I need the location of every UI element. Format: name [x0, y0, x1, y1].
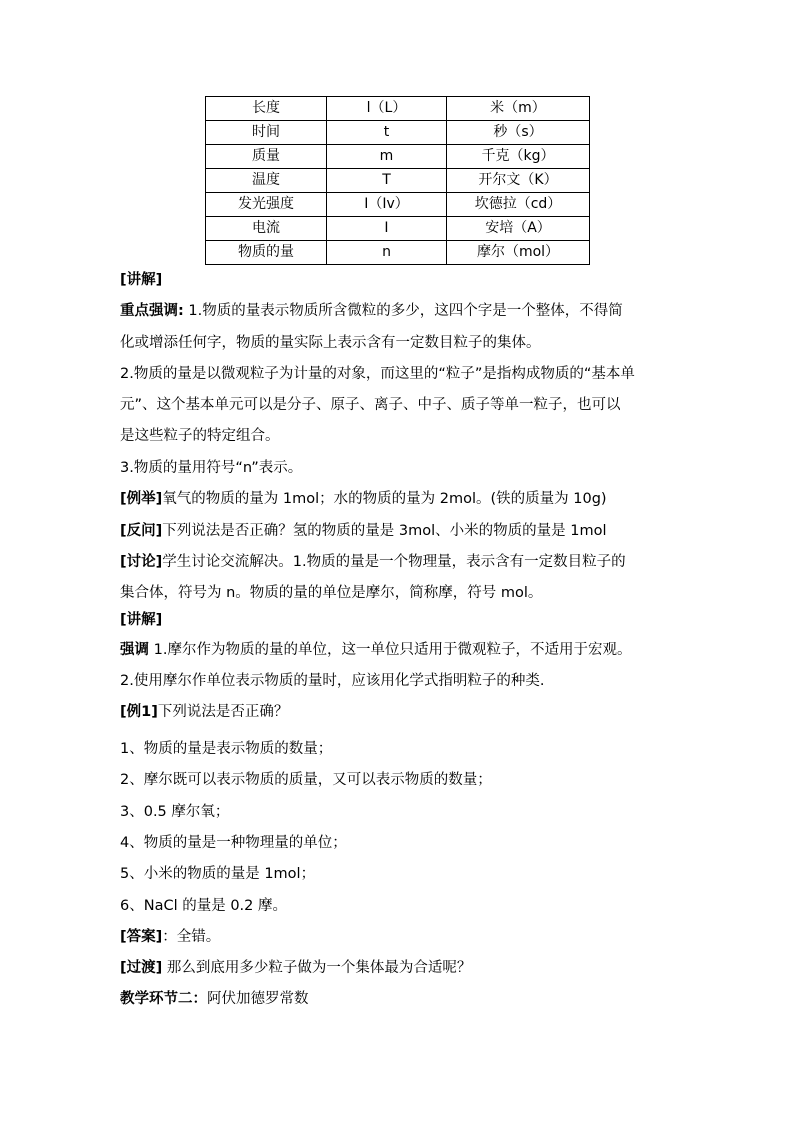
ex1-text: 下列说法是否正确？ — [157, 704, 289, 720]
paragraph-line — [120, 927, 220, 947]
table-cell: 坎德拉（cd） — [447, 193, 590, 217]
table-cell: 质量 — [206, 145, 327, 169]
paragraph-line — [120, 552, 626, 572]
paragraph-line: 3.物质的量用符号“n”表示。 — [120, 460, 303, 476]
paragraph-line: 是这些粒子的特定组合。 — [120, 428, 280, 444]
table-cell: 秒（s） — [447, 121, 590, 145]
list-item: 2、摩尔既可以表示物质的质量，又可以表示物质的数量； — [120, 772, 492, 788]
table-row — [206, 217, 590, 241]
section-heading — [120, 989, 309, 1009]
example-text: 氧气的物质的量为 1mol；水的物质的量为 2mol。(铁的质量为 10g) — [162, 491, 607, 507]
list-item: 6、NaCl 的量是 0.2 摩。 — [120, 898, 287, 914]
table-cell: t — [327, 121, 447, 145]
list-item: 4、物质的量是一种物理量的单位； — [120, 835, 347, 851]
discussion-text: 学生讨论交流解决。1.物质的量是一个物理量，表示含有一定数目粒子的 — [162, 554, 626, 570]
table-row — [206, 145, 590, 169]
paragraph-line — [120, 489, 607, 509]
table-cell: I — [327, 217, 447, 241]
paragraph-line: 元”、这个基本单元可以是分子、原子、离子、中子、质子等单一粒子，也可以 — [120, 397, 621, 413]
table-cell: l（L） — [327, 97, 447, 121]
discussion-label: [讨论] — [120, 554, 163, 570]
question-label: [反问] — [120, 523, 163, 539]
table-cell: 电流 — [206, 217, 327, 241]
table-row — [206, 97, 590, 121]
paragraph-line — [120, 702, 288, 722]
paragraph-line — [120, 640, 631, 660]
table-cell: 物质的量 — [206, 241, 327, 265]
paragraph-line — [120, 301, 623, 321]
table-cell: 时间 — [206, 121, 327, 145]
paragraph-line: 2.物质的量是以微观粒子为计量的对象，而这里的“粒子”是指构成物质的“基本单 — [120, 366, 635, 382]
table-row — [206, 169, 590, 193]
paragraph-line: 化或增添任何字，物质的量实际上表示含有一定数目粒子的集体。 — [120, 335, 541, 351]
emphasis-label: 重点强调: — [120, 303, 184, 319]
table-cell: 安培（A） — [447, 217, 590, 241]
table-row — [206, 241, 590, 265]
list-item: 3、0.5 摩尔氧； — [120, 804, 230, 820]
table-cell: n — [327, 241, 447, 265]
paragraph-line — [120, 958, 471, 978]
table-cell: 摩尔（mol） — [447, 241, 590, 265]
list-item: 1、物质的量是表示物质的数量； — [120, 741, 333, 757]
table-cell: T — [327, 169, 447, 193]
units-table — [205, 96, 590, 265]
section-text: 阿伏加德罗常数 — [207, 991, 309, 1007]
table-row — [206, 121, 590, 145]
transition-label: [过渡] — [120, 960, 163, 976]
example-label: [例举] — [120, 491, 163, 507]
question-text: 下列说法是否正确？氢的物质的量是 3mol、小米的物质的量是 1mol — [162, 523, 607, 539]
table-cell: 温度 — [206, 169, 327, 193]
table-cell: 开尔文（K） — [447, 169, 590, 193]
section-label-jiangjie: [讲解] — [120, 272, 163, 288]
section-label-jiangjie: [讲解] — [120, 612, 163, 628]
table-cell: m — [327, 145, 447, 169]
table-cell: 长度 — [206, 97, 327, 121]
paragraph-line: 集合体，符号为 n。物质的量的单位是摩尔，简称摩，符号 mol。 — [120, 585, 543, 601]
stress-text: 1.摩尔作为物质的量的单位，这一单位只适用于微观粒子，不适用于宏观。 — [149, 642, 632, 658]
paragraph-line: 2.使用摩尔作单位表示物质的量时，应该用化学式指明粒子的种类. — [120, 673, 545, 689]
list-item: 5、小米的物质的量是 1mol； — [120, 866, 316, 882]
table-cell: 发光强度 — [206, 193, 327, 217]
table-cell: I（Iv） — [327, 193, 447, 217]
answer-text: ：全错。 — [162, 929, 221, 945]
stress-label: 强调 — [120, 642, 149, 658]
ex1-label: [例1] — [120, 704, 158, 720]
emphasis-text: 1.物质的量表示物质所含微粒的多少，这四个字是一个整体，不得简 — [183, 303, 623, 319]
table-cell: 千克（kg） — [447, 145, 590, 169]
section-title: 教学环节二： — [120, 991, 207, 1007]
transition-text: 那么到底用多少粒子做为一个集体最为合适呢？ — [162, 960, 472, 976]
table-row — [206, 193, 590, 217]
answer-label: [答案] — [120, 929, 163, 945]
table-cell: 米（m） — [447, 97, 590, 121]
paragraph-line — [120, 521, 606, 541]
